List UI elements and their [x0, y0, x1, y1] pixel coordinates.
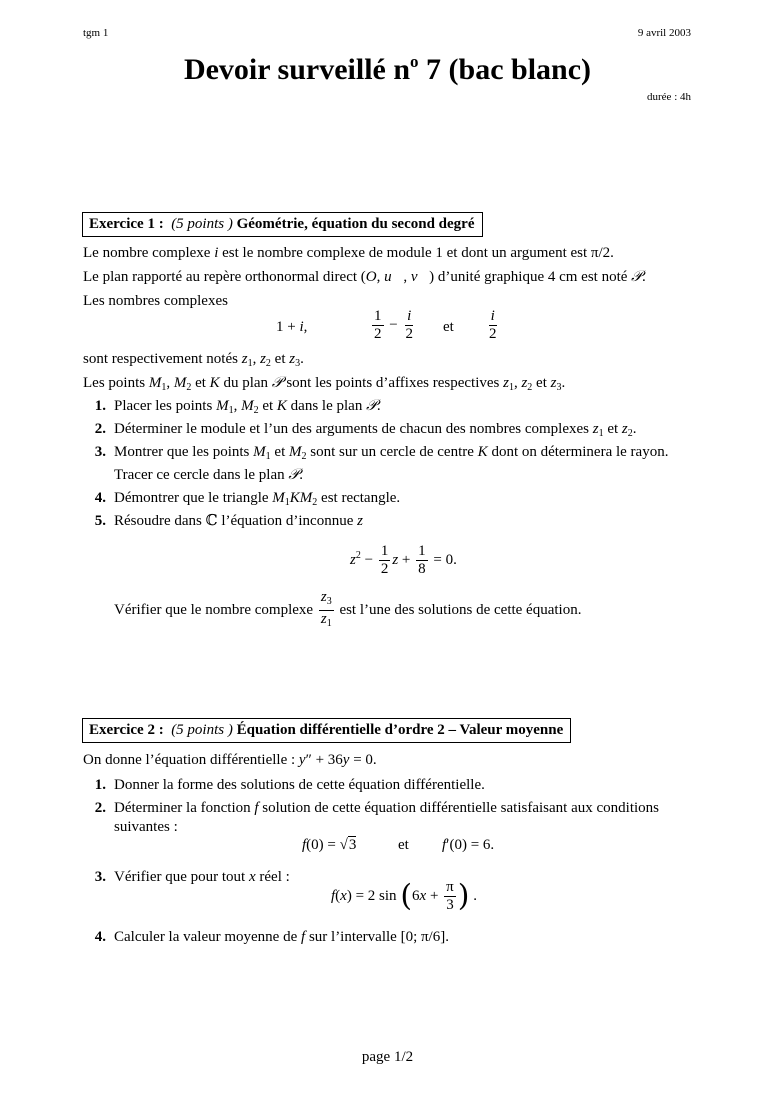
ex1-q3-line-2: Tracer ce cercle dans le plan 𝒫.: [114, 467, 303, 483]
formula-fx: f(x) = 2 sin (6x + $\frac{\pi}{3}$ ) .: [331, 878, 477, 914]
ex1-line-3: Les nombres complexes: [83, 293, 228, 309]
page-title: Devoir surveillé $n^o$ 7 (bac blanc): [183, 52, 592, 86]
ex1-line-1: Le nombre complexe i est le nombre complexe de module 1 et dont un argument est π/2.: [83, 245, 614, 261]
number-z1: 1 + i,: [276, 319, 308, 335]
et-word-2: et: [398, 837, 409, 853]
exercise-2-heading: Exercice 2 : (5 points ) Équation différentielle d’ordre 2 – Valeur moyenne: [82, 718, 571, 743]
page-number: page 1/2: [361, 1049, 414, 1065]
condition-f0: f(0) = √3: [302, 837, 357, 853]
ex1-q2: 2. Déterminer le module et l’un des arguments de chacun des nombres complexes $z_1$ et $z_2$.: [94, 421, 637, 439]
exercise-1-heading: Exercice 1 : (5 points ) Géométrie, équation du second degré: [82, 212, 483, 237]
condition-fprime0: f′(0) = 6.: [442, 837, 495, 853]
ex1-line-2: Le plan rapporté au repère orthonormal direct (O, u⃗, v⃗) d’unité graphique 4 cm est noté 𝒫.: [83, 269, 646, 285]
duration: durée : 4h: [647, 91, 691, 103]
header-left: tgm 1: [83, 27, 109, 39]
ex2-q1: 1. Donner la forme des solutions de cette équation différentielle.: [94, 777, 485, 793]
ex1-q4: 4. Démontrer que le triangle $M_1KM_2$ est rectangle.: [94, 490, 401, 508]
ex1-line-5: Les points $M_1$, $M_2$ et K du plan 𝒫 sont les points d’affixes respectives $z_1$, $z_2$ et $z_3$.: [83, 375, 566, 393]
number-z2: $\frac{1}{2}$ − $\frac{i}{2}$: [374, 308, 413, 342]
equation-second-degree: $z^2$ − $\frac{1}{2}$ z + $\frac{1}{8}$ = 0.: [350, 543, 457, 577]
ex1-q5-verify: Vérifier que le nombre complexe $\frac{z_3}{z_1}$ est l’une des solutions de cette équation.: [114, 589, 582, 629]
ex1-q1: 1. Placer les points $M_1$, $M_2$ et K dans le plan 𝒫.: [94, 398, 381, 416]
ex2-q2-line-2: suivantes :: [114, 819, 178, 835]
header-date: 9 avril 2003: [637, 27, 691, 39]
ex2-line-1: On donne l’équation différentielle : y″ + 36y = 0.: [83, 752, 377, 768]
ex2-q3: 3. Vérifier que pour tout x réel :: [94, 869, 290, 885]
number-z3: $\frac{i}{2}$: [489, 308, 497, 342]
et-word: et: [443, 319, 454, 335]
ex2-q2: 2. Déterminer la fonction f solution de cette équation différentielle satisfaisant aux conditions: [94, 800, 659, 816]
ex2-q4: 4. Calculer la valeur moyenne de f sur l’intervalle [0; π/6].: [94, 929, 449, 945]
ex1-q3: 3. Montrer que les points $M_1$ et $M_2$ sont sur un cercle de centre K dont on déterminera le rayon.: [94, 444, 669, 462]
ex1-q5: 5. Résoudre dans ℂ l’équation d’inconnue z: [94, 513, 363, 529]
ex1-line-4: sont respectivement notés $z_1$, $z_2$ et $z_3$.: [83, 351, 304, 369]
